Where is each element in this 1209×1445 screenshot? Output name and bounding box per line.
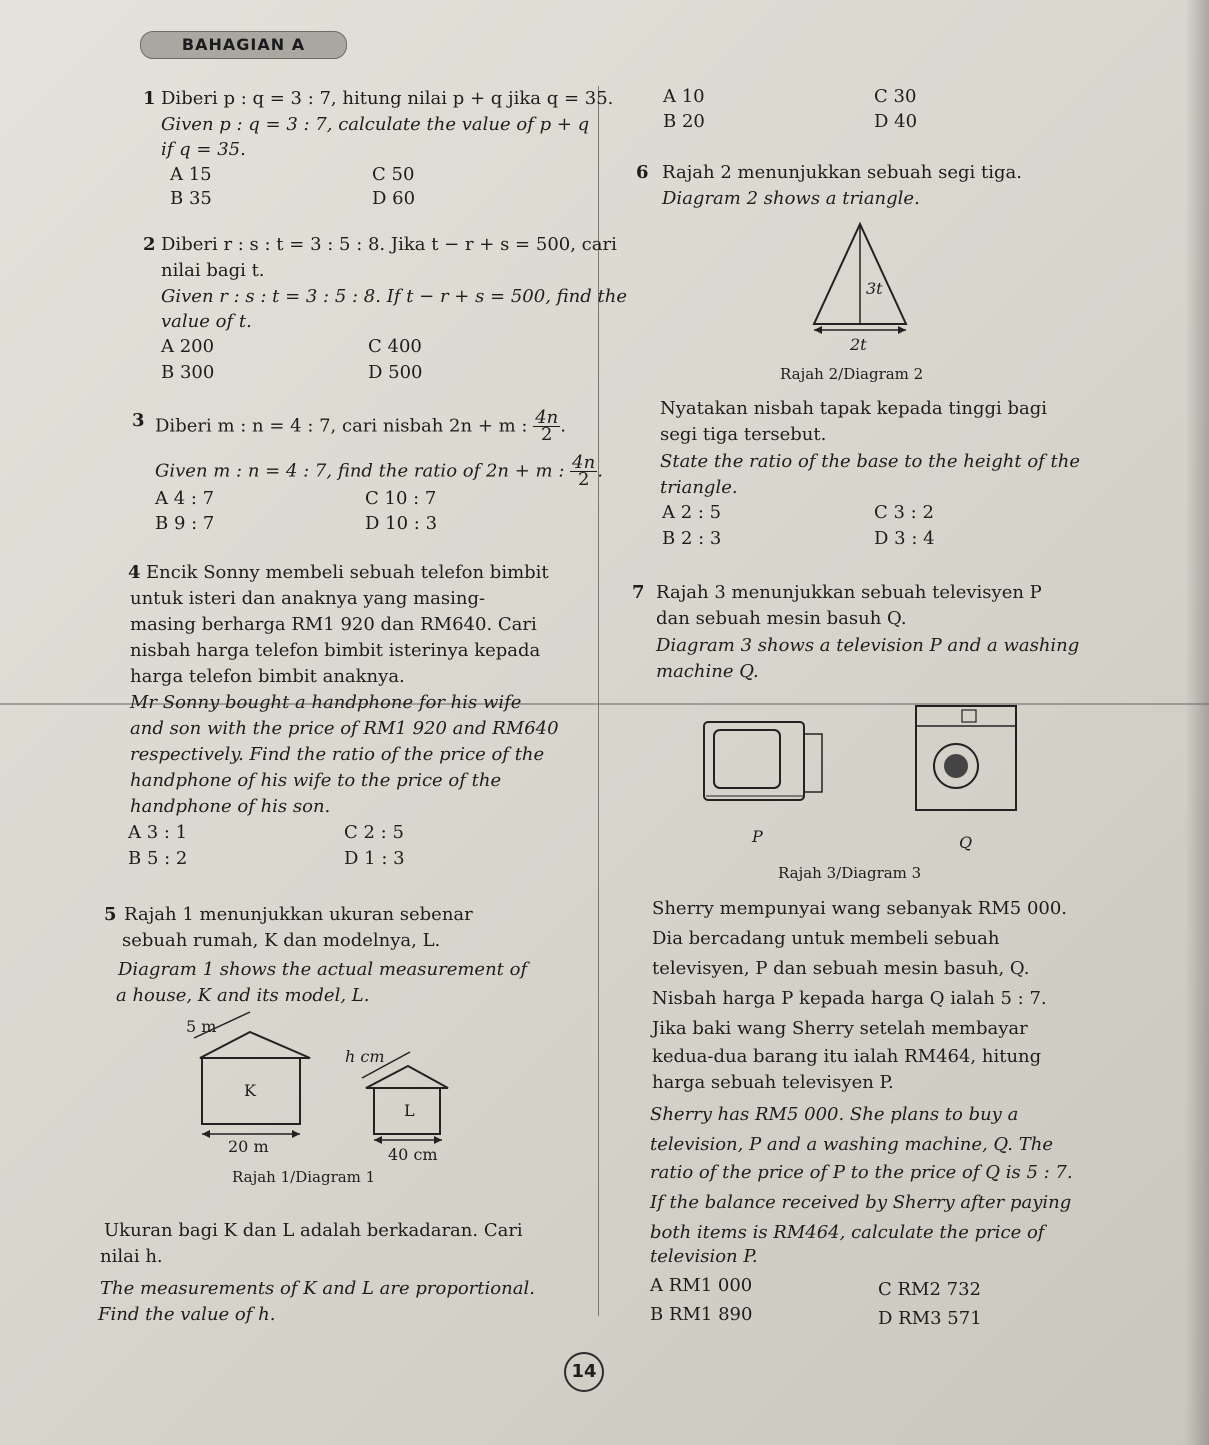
q1-option-c[interactable]: C 50: [372, 164, 415, 185]
page-edge-shadow: [1185, 0, 1209, 1445]
diagram-1-caption: Rajah 1/Diagram 1: [232, 1168, 376, 1186]
q3-fraction-denominator: 2: [541, 424, 553, 445]
q7-english-line-4: If the balance received by Sherry after paying: [650, 1192, 1072, 1213]
q7-english-line-2: television, P and a washing machine, Q. The: [650, 1134, 1053, 1155]
q1-malay-text: Diberi p : q = 3 : 7, hitung nilai p + q jika q = 35.: [161, 88, 614, 109]
q3-fraction-en-denominator: 2: [577, 469, 590, 490]
diagram-2-caption: Rajah 2/Diagram 2: [780, 365, 924, 383]
q7-malay-text-2: dan sebuah mesin basuh Q.: [656, 608, 907, 629]
q4-option-c[interactable]: C 2 : 5: [344, 822, 404, 843]
q5-malay-text-2: sebuah rumah, K dan modelnya, L.: [122, 930, 441, 951]
q7-option-d[interactable]: D RM3 571: [878, 1308, 982, 1329]
q5-english-after-2: Find the value of h.: [98, 1304, 276, 1325]
q7-number: 7: [632, 582, 645, 603]
q7-malay-line-5: Jika baki wang Sherry setelah membayar: [652, 1018, 1028, 1039]
q7-english-line-6: television P.: [650, 1246, 758, 1267]
q5-option-b[interactable]: B 20: [663, 111, 705, 132]
arrowhead: [202, 1130, 210, 1138]
q6-malay-after: Nyatakan nisbah tapak kepada tinggi bagi: [660, 398, 1047, 419]
q6-english-text: Diagram 2 shows a triangle.: [662, 188, 920, 209]
q1-english-text: Given p : q = 3 : 7, calculate the value of p + q: [161, 114, 590, 135]
q7-option-c[interactable]: C RM2 732: [878, 1279, 982, 1300]
q2-number: 2: [143, 234, 156, 255]
house-l-roof-label: h cm: [345, 1047, 385, 1066]
q2-malay-text: Diberi r : s : t = 3 : 5 : 8. Jika t − r + s = 500, cari: [161, 234, 617, 255]
q2-malay-text-2: nilai bagi t.: [161, 260, 265, 281]
q6-option-b[interactable]: B 2 : 3: [662, 528, 722, 549]
q4-english-line-4: handphone of his wife to the price of the: [130, 770, 502, 791]
q3-option-d[interactable]: D 10 : 3: [365, 513, 438, 534]
q5-english-after: The measurements of K and L are proportional.: [100, 1278, 535, 1299]
q5-english-text: Diagram 1 shows the actual measurement of: [118, 959, 528, 980]
q5-malay-after: Ukuran bagi K dan L adalah berkadaran. Cari: [104, 1220, 523, 1241]
q4-option-d[interactable]: D 1 : 3: [344, 848, 405, 869]
q3-english-prefix: Given m : n = 4 : 7, find the ratio of 2n + m :: [155, 460, 565, 482]
arrowhead: [374, 1136, 382, 1144]
q6-number: 6: [636, 162, 649, 183]
q4-english-line-3: respectively. Find the ratio of the price of the: [130, 744, 545, 765]
q6-english-after: State the ratio of the base to the height of the: [660, 451, 1081, 472]
q6-malay-text: Rajah 2 menunjukkan sebuah segi tiga.: [662, 162, 1022, 183]
diagram-3-caption: Rajah 3/Diagram 3: [778, 864, 922, 882]
q1-number: 1: [143, 88, 156, 109]
q3-option-c[interactable]: C 10 : 7: [365, 488, 437, 509]
arrowhead: [292, 1130, 300, 1138]
q3-malay-text: Diberi m : n = 4 : 7, cari nisbah 2n + m : $\frac{4n}{2}$ .: [155, 407, 566, 445]
q4-malay-line-3: masing berharga RM1 920 dan RM640. Cari: [130, 614, 537, 635]
q5-malay-text: Rajah 1 menunjukkan ukuran sebenar: [124, 904, 473, 925]
house-k-roof: [200, 1032, 310, 1058]
q3-fraction-en: [570, 452, 597, 490]
diagram-3-appliances: [700, 700, 1030, 820]
q5-malay-after-2: nilai h.: [100, 1246, 163, 1267]
washing-machine-dial: [962, 710, 976, 722]
q3-fraction-en-numerator: 4n: [572, 452, 596, 473]
house-k-roof-label: 5 m: [186, 1017, 217, 1036]
q4-english-line-1: Mr Sonny bought a handphone for his wife: [130, 692, 522, 713]
q3-fraction: [533, 407, 560, 445]
q1-option-a[interactable]: A 15: [170, 164, 212, 185]
q7-option-a[interactable]: A RM1 000: [650, 1275, 753, 1296]
q2-english-text-2: value of t.: [161, 311, 252, 332]
q5-option-d[interactable]: D 40: [874, 111, 918, 132]
q3-fraction-numerator: 4n: [535, 407, 559, 428]
q7-malay-line-3: televisyen, P dan sebuah mesin basuh, Q.: [652, 958, 1030, 979]
house-k-label: K: [244, 1081, 256, 1100]
q4-malay-line-5: harga telefon bimbit anaknya.: [130, 666, 405, 687]
arrowhead: [898, 326, 906, 334]
arrowhead: [434, 1136, 442, 1144]
q2-option-b[interactable]: B 300: [161, 362, 215, 383]
q4-option-a[interactable]: A 3 : 1: [128, 822, 188, 843]
q3-option-a[interactable]: A 4 : 7: [155, 488, 215, 509]
q3-malay-prefix: Diberi m : n = 4 : 7, cari nisbah 2n + m :: [155, 415, 528, 437]
q5-option-a[interactable]: A 10: [663, 86, 705, 107]
q4-malay-line-2: untuk isteri dan anaknya yang masing-: [130, 588, 486, 609]
q3-number: 3: [132, 410, 145, 431]
q7-malay-text: Rajah 3 menunjukkan sebuah televisyen P: [656, 582, 1042, 603]
q7-malay-line-6: kedua-dua barang itu ialah RM464, hitung: [652, 1046, 1042, 1067]
washing-machine-drum: [944, 754, 968, 778]
q3-option-b[interactable]: B 9 : 7: [155, 513, 215, 534]
q3-english-text: Given m : n = 4 : 7, find the ratio of 2n + m : $\frac{4n}{2}$ .: [155, 452, 603, 490]
q7-english-line-5: both items is RM464, calculate the price of: [650, 1222, 1045, 1243]
q7-malay-line-7: harga sebuah televisyen P.: [652, 1072, 894, 1093]
q7-english-line-1: Sherry has RM5 000. She plans to buy a: [650, 1104, 1019, 1125]
q6-english-after-2: triangle.: [660, 477, 738, 498]
q7-english-line-3: ratio of the price of P to the price of Q is 5 : 7.: [650, 1162, 1073, 1183]
q1-english-text-2: if q = 35.: [161, 139, 246, 160]
q5-option-c[interactable]: C 30: [874, 86, 917, 107]
q6-malay-after-2: segi tiga tersebut.: [660, 424, 827, 445]
q4-english-line-2: and son with the price of RM1 920 and RM640: [130, 718, 559, 739]
q5-english-text-2: a house, K and its model, L.: [116, 985, 370, 1006]
q1-option-d[interactable]: D 60: [372, 188, 416, 209]
diagram-2-triangle: [800, 220, 920, 350]
q6-option-a[interactable]: A 2 : 5: [662, 502, 722, 523]
q7-malay-line-2: Dia bercadang untuk membeli sebuah: [652, 928, 1000, 949]
page-number: 14: [564, 1352, 604, 1392]
q7-option-b[interactable]: B RM1 890: [650, 1304, 753, 1325]
q2-option-c[interactable]: C 400: [368, 336, 422, 357]
triangle-height-label: 3t: [866, 279, 883, 298]
q6-option-d[interactable]: D 3 : 4: [874, 528, 935, 549]
q1-option-b[interactable]: B 35: [170, 188, 212, 209]
tv-screen: [714, 730, 780, 788]
q4-malay-line-1: Encik Sonny membeli sebuah telefon bimbit: [146, 562, 549, 583]
house-l-label: L: [404, 1101, 415, 1120]
q4-number: 4: [128, 562, 141, 583]
q4-option-b[interactable]: B 5 : 2: [128, 848, 188, 869]
q5-number: 5: [104, 904, 117, 925]
q7-english-text: Diagram 3 shows a television P and a washing: [656, 635, 1080, 656]
tv-back: [804, 734, 822, 792]
q7-malay-line-4: Nisbah harga P kepada harga Q ialah 5 : 7.: [652, 988, 1047, 1009]
tv-label: P: [752, 827, 763, 846]
arrowhead: [814, 326, 822, 334]
q6-option-c[interactable]: C 3 : 2: [874, 502, 934, 523]
house-l-base-label: 40 cm: [388, 1145, 438, 1164]
washing-machine-label: Q: [959, 833, 973, 852]
q4-malay-line-4: nisbah harga telefon bimbit isterinya kepada: [130, 640, 541, 661]
triangle-base-label: 2t: [850, 335, 867, 354]
q4-english-line-5: handphone of his son.: [130, 796, 331, 817]
q2-option-a[interactable]: A 200: [161, 336, 215, 357]
column-divider: [598, 86, 599, 1316]
section-badge: BAHAGIAN A: [140, 31, 347, 59]
house-k-base-label: 20 m: [228, 1137, 269, 1156]
q2-option-d[interactable]: D 500: [368, 362, 423, 383]
q7-english-text-2: machine Q.: [656, 661, 759, 682]
q2-english-text: Given r : s : t = 3 : 5 : 8. If t − r + s = 500, find the: [161, 286, 627, 307]
q7-malay-line-1: Sherry mempunyai wang sebanyak RM5 000.: [652, 898, 1068, 919]
